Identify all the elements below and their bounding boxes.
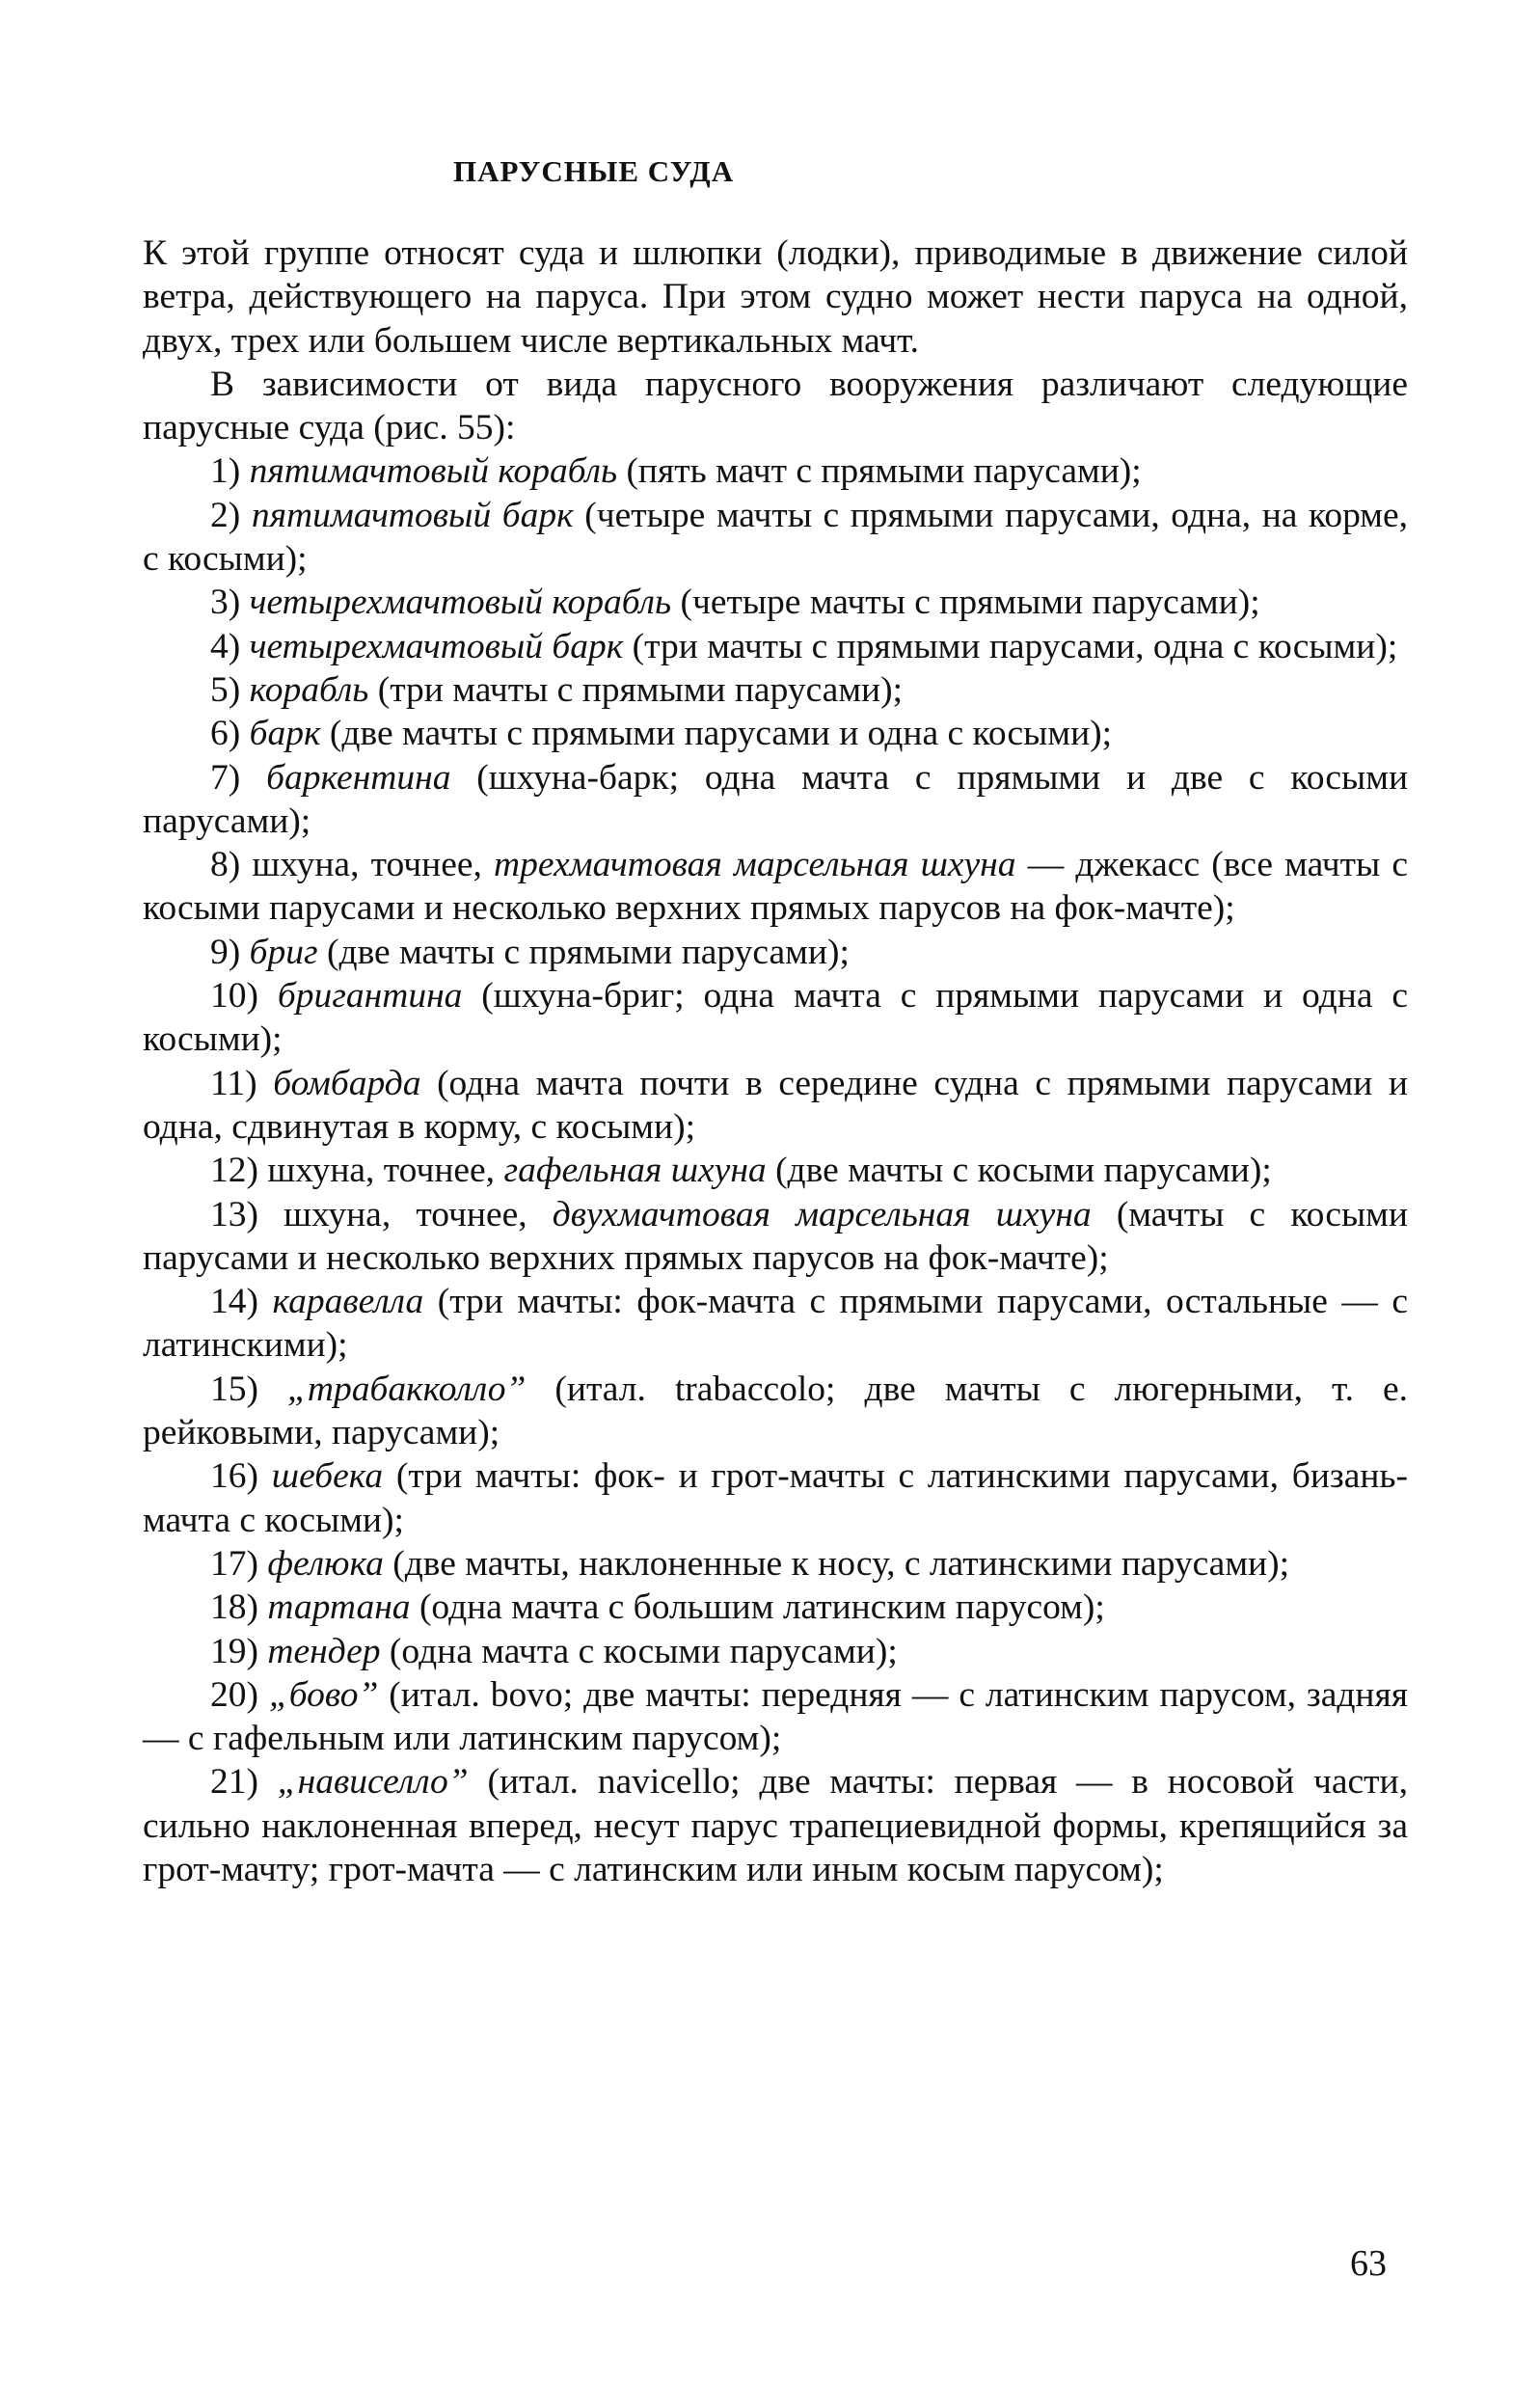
ship-type-list: [143, 449, 1408, 1891]
item-term: „трабакколло”: [287, 1369, 527, 1409]
item-description: (четыре мачты с прямыми парусами);: [671, 583, 1260, 623]
item-description: (четыре мачты с прямыми парусами, одна, на корме, с косыми);: [143, 495, 1409, 580]
item-description: (шхуна-барк; одна мачта с прямыми и две с косыми парусами);: [143, 757, 1409, 841]
item-prefix: шхуна, точнее,: [258, 1194, 553, 1234]
item-number: 12): [210, 1151, 258, 1191]
list-item: [143, 1454, 1408, 1542]
item-description: (итал. bovo; две мачты: передняя — с латинским парусом, задняя — с гафельным или латинским парусом);: [143, 1674, 1408, 1759]
item-number: 8): [210, 845, 241, 885]
item-number: 7): [210, 757, 241, 798]
item-number: 17): [210, 1543, 258, 1584]
item-term: шебека: [271, 1456, 384, 1497]
item-number: 13): [210, 1194, 258, 1234]
item-number: 6): [210, 714, 241, 754]
item-number: 1): [210, 451, 241, 492]
body-text: [143, 231, 1408, 1891]
list-item: [143, 1193, 1408, 1281]
item-number: 3): [210, 583, 241, 623]
item-term: фелюка: [267, 1543, 384, 1584]
item-number: 10): [210, 976, 258, 1017]
item-description: (шхуна-бриг; одна мачта с прямыми парусами и одна с косыми);: [143, 976, 1409, 1060]
item-term: двухмачтовая марсельная шхуна: [552, 1194, 1092, 1234]
list-item: [143, 581, 1408, 624]
item-number: 19): [210, 1631, 258, 1671]
list-item: [143, 1542, 1408, 1586]
item-description: (три мачты: фок-мачта с прямыми парусами, остальные — с латинскими);: [143, 1282, 1408, 1366]
item-number: 21): [210, 1762, 258, 1803]
item-term: пятимачтовый барк: [251, 495, 574, 535]
item-term: четырехмачтовый корабль: [249, 583, 672, 623]
item-prefix: шхуна, точнее,: [240, 845, 495, 885]
item-number: 20): [210, 1674, 258, 1715]
item-prefix: шхуна, точнее,: [258, 1151, 504, 1191]
list-item: [143, 1149, 1408, 1192]
item-description: (три мачты с прямыми парусами);: [368, 669, 904, 710]
item-term: пятимачтовый корабль: [249, 451, 618, 492]
item-term: бриг: [249, 932, 318, 972]
item-term: тартана: [267, 1587, 411, 1628]
page-number: 63: [1350, 2243, 1387, 2284]
section-heading: ПАРУСНЫЕ СУДА: [453, 154, 735, 188]
item-description: (две мачты, наклоненные к носу, с латинскими парусами);: [383, 1543, 1290, 1584]
list-item: [143, 756, 1408, 844]
list-item: [143, 1280, 1408, 1368]
item-description: (три мачты: фок- и грот-мачты с латинскими парусами, бизань-мачта с косыми);: [143, 1456, 1409, 1540]
item-description: (одна мачта с косыми парусами);: [380, 1631, 898, 1671]
list-item: [143, 1586, 1408, 1629]
item-description: (итал. navicello; две мачты: первая — в носовой части, сильно наклоненная вперед, несут парус трапециевидной формы, крепящийся за грот-мачту; грот-мачта — с латинским или иным косым парусом);: [143, 1762, 1408, 1889]
item-term: каравелла: [272, 1282, 424, 1322]
item-number: 15): [210, 1369, 258, 1409]
item-term: трехмачтовая марсельная шхуна: [494, 845, 1016, 885]
item-term: бомбарда: [273, 1063, 421, 1103]
item-description: (одна мачта с большим латинским парусом);: [410, 1587, 1105, 1628]
list-item: [143, 625, 1408, 668]
list-item: [143, 1368, 1408, 1455]
list-item: [143, 668, 1408, 712]
item-number: 14): [210, 1282, 258, 1322]
list-item: [143, 494, 1408, 582]
item-number: 2): [210, 495, 241, 535]
item-number: 16): [210, 1456, 258, 1497]
item-description: (пять мачт с прямыми парусами);: [617, 451, 1142, 492]
item-term: „нависелло”: [277, 1762, 469, 1803]
list-item: [143, 843, 1408, 931]
item-description: — джекасс (все мачты с косыми парусами и несколько верхних прямых парусов на фок-мачте);: [143, 845, 1408, 929]
list-item: [143, 1630, 1408, 1673]
item-description: (одна мачта почти в середине судна с прямыми парусами и одна, сдвинутая в корму, с косыми);: [143, 1063, 1408, 1147]
item-description: (две мачты с косыми парусами);: [766, 1151, 1272, 1191]
item-term: гафельная шхуна: [503, 1151, 767, 1191]
item-description: (мачты с косыми парусами и несколько верхних прямых парусов на фок-мачте);: [143, 1194, 1408, 1278]
item-description: (три мачты с прямыми парусами, одна с косыми);: [623, 626, 1398, 666]
item-term: тендер: [267, 1631, 381, 1671]
item-description: (две мачты с прямыми парусами);: [317, 932, 850, 972]
item-term: бригантина: [277, 976, 463, 1017]
item-description: (итал. trabaccolo; две мачты с люгерными, т. е. рейковыми, парусами);: [143, 1369, 1409, 1453]
list-item: [143, 449, 1408, 493]
item-term: „бово”: [268, 1674, 379, 1715]
list-item: [143, 1062, 1408, 1150]
item-term: корабль: [249, 669, 369, 710]
item-number: 18): [210, 1587, 258, 1628]
item-term: четырехмачтовый барк: [249, 626, 624, 666]
lead-paragraph: В зависимости от вида парусного вооружения различают следующие парусные суда (рис. 55):: [143, 364, 1408, 448]
intro-paragraph: К этой группе относят суда и шлюпки (лодки), приводимые в движение силой ветра, действующего на паруса. При этом судно может нести паруса на одной, двух, трех или большем числе вертикальных мачт.: [143, 233, 1408, 361]
item-number: 9): [210, 932, 241, 972]
list-item: [143, 1760, 1408, 1891]
item-number: 5): [210, 669, 241, 710]
item-term: баркентина: [266, 757, 451, 798]
item-number: 11): [210, 1063, 257, 1103]
list-item: [143, 712, 1408, 755]
item-number: 4): [210, 626, 241, 666]
item-term: барк: [249, 714, 321, 754]
list-item: [143, 1673, 1408, 1761]
list-item: [143, 931, 1408, 974]
list-item: [143, 974, 1408, 1062]
item-description: (две мачты с прямыми парусами и одна с косыми);: [320, 714, 1113, 754]
